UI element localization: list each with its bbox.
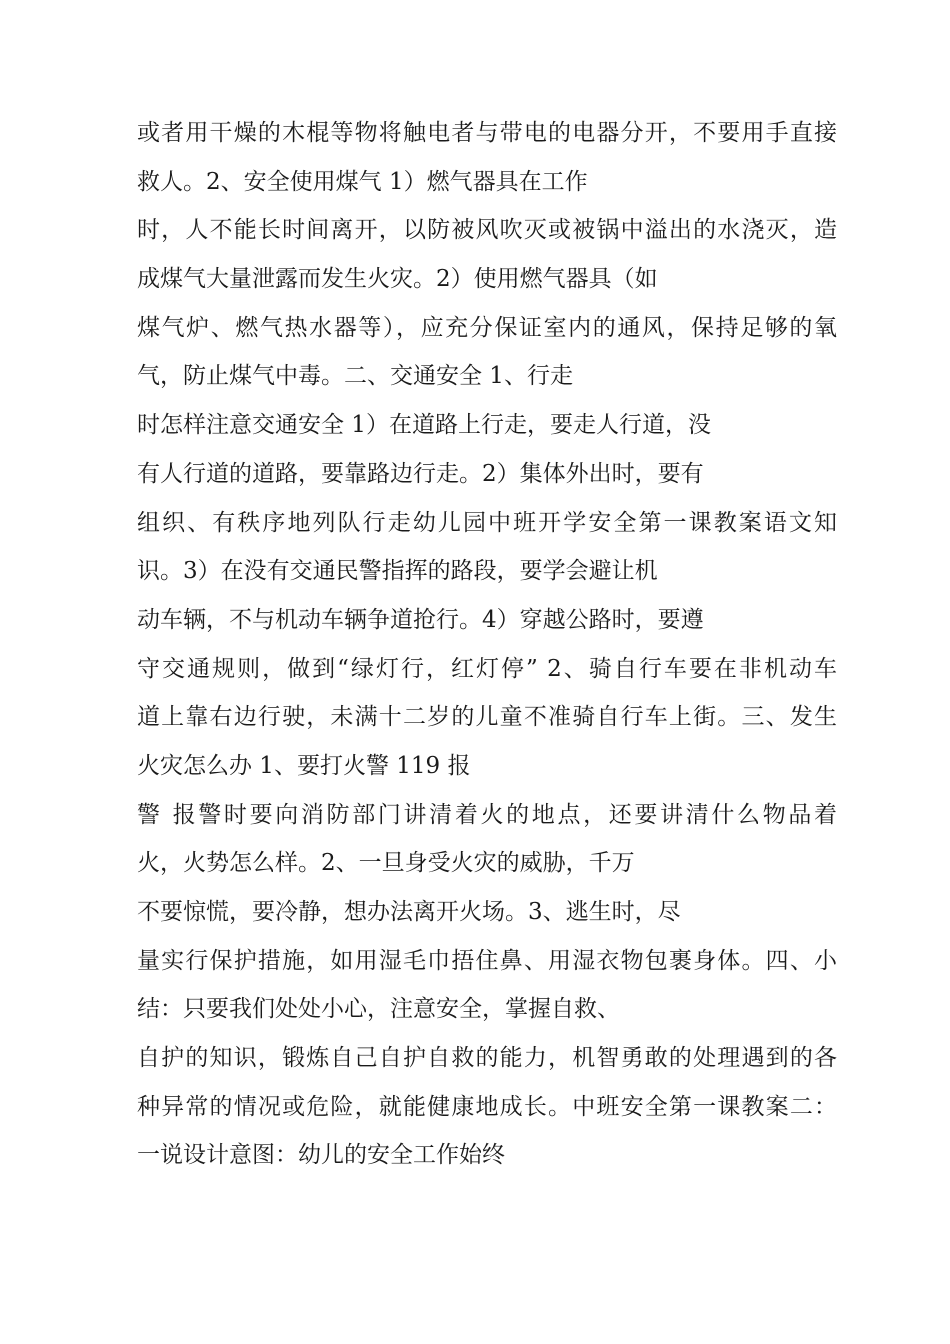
text-line: 量实行保护措施，如用湿毛巾捂住鼻、用湿衣物包裹身体。四、小: [137, 947, 837, 974]
text-line: 一说设计意图：幼儿的安全工作始终: [137, 1142, 505, 1169]
text-line: 动车辆，不与机动车辆争道抢行。4）穿越公路时，要遵: [137, 606, 704, 633]
text-line: 结：只要我们处处小心，注意安全，掌握自救、: [137, 996, 620, 1023]
text-line: 守交通规则，做到“绿灯行，红灯停” 2、骑自行车要在非机动车: [137, 655, 837, 682]
text-line: 道上靠右边行驶，未满十二岁的儿童不准骑自行车上街。三、发生: [137, 704, 837, 731]
text-line: 救人。2、安全使用煤气 1）燃气器具在工作: [137, 168, 588, 195]
text-line: 时，人不能长时间离开，以防被风吹灭或被锅中溢出的水浇灭，造: [137, 217, 837, 244]
body-text: [137, 109, 837, 1180]
text-line: 成煤气大量泄露而发生火灾。2）使用燃气器具（如: [137, 266, 658, 293]
text-line: 煤气炉、燃气热水器等），应充分保证室内的通风，保持足够的氧: [137, 314, 837, 341]
text-line: 警 报警时要向消防部门讲清着火的地点，还要讲清什么物品着: [137, 801, 837, 828]
text-line: 火，火势怎么样。2、一旦身受火灾的威胁，千万: [137, 850, 635, 877]
text-line: 组织、有秩序地列队行走幼儿园中班开学安全第一课教案语文知: [137, 509, 837, 536]
text-line: 时怎样注意交通安全 1）在道路上行走，要走人行道，没: [137, 412, 711, 439]
text-line: 不要惊慌，要冷静，想办法离开火场。3、逃生时，尽: [137, 899, 681, 925]
text-line: 识。3）在没有交通民警指挥的路段，要学会避让机: [137, 558, 658, 585]
text-line: 有人行道的道路，要靠路边行走。2）集体外出时，要有: [137, 460, 704, 487]
text-line: 自护的知识，锻炼自己自护自救的能力，机智勇敢的处理遇到的各: [137, 1045, 837, 1072]
text-line: 火灾怎么办 1、要打火警 119 报: [137, 752, 471, 779]
text-line: 或者用干燥的木棍等物将触电者与带电的电器分开，不要用手直接: [137, 120, 837, 146]
text-line: 气，防止煤气中毒。二、交通安全 1、行走: [137, 363, 573, 390]
text-line: 种异常的情况或危险，就能健康地成长。中班安全第一课教案二：: [137, 1093, 837, 1120]
